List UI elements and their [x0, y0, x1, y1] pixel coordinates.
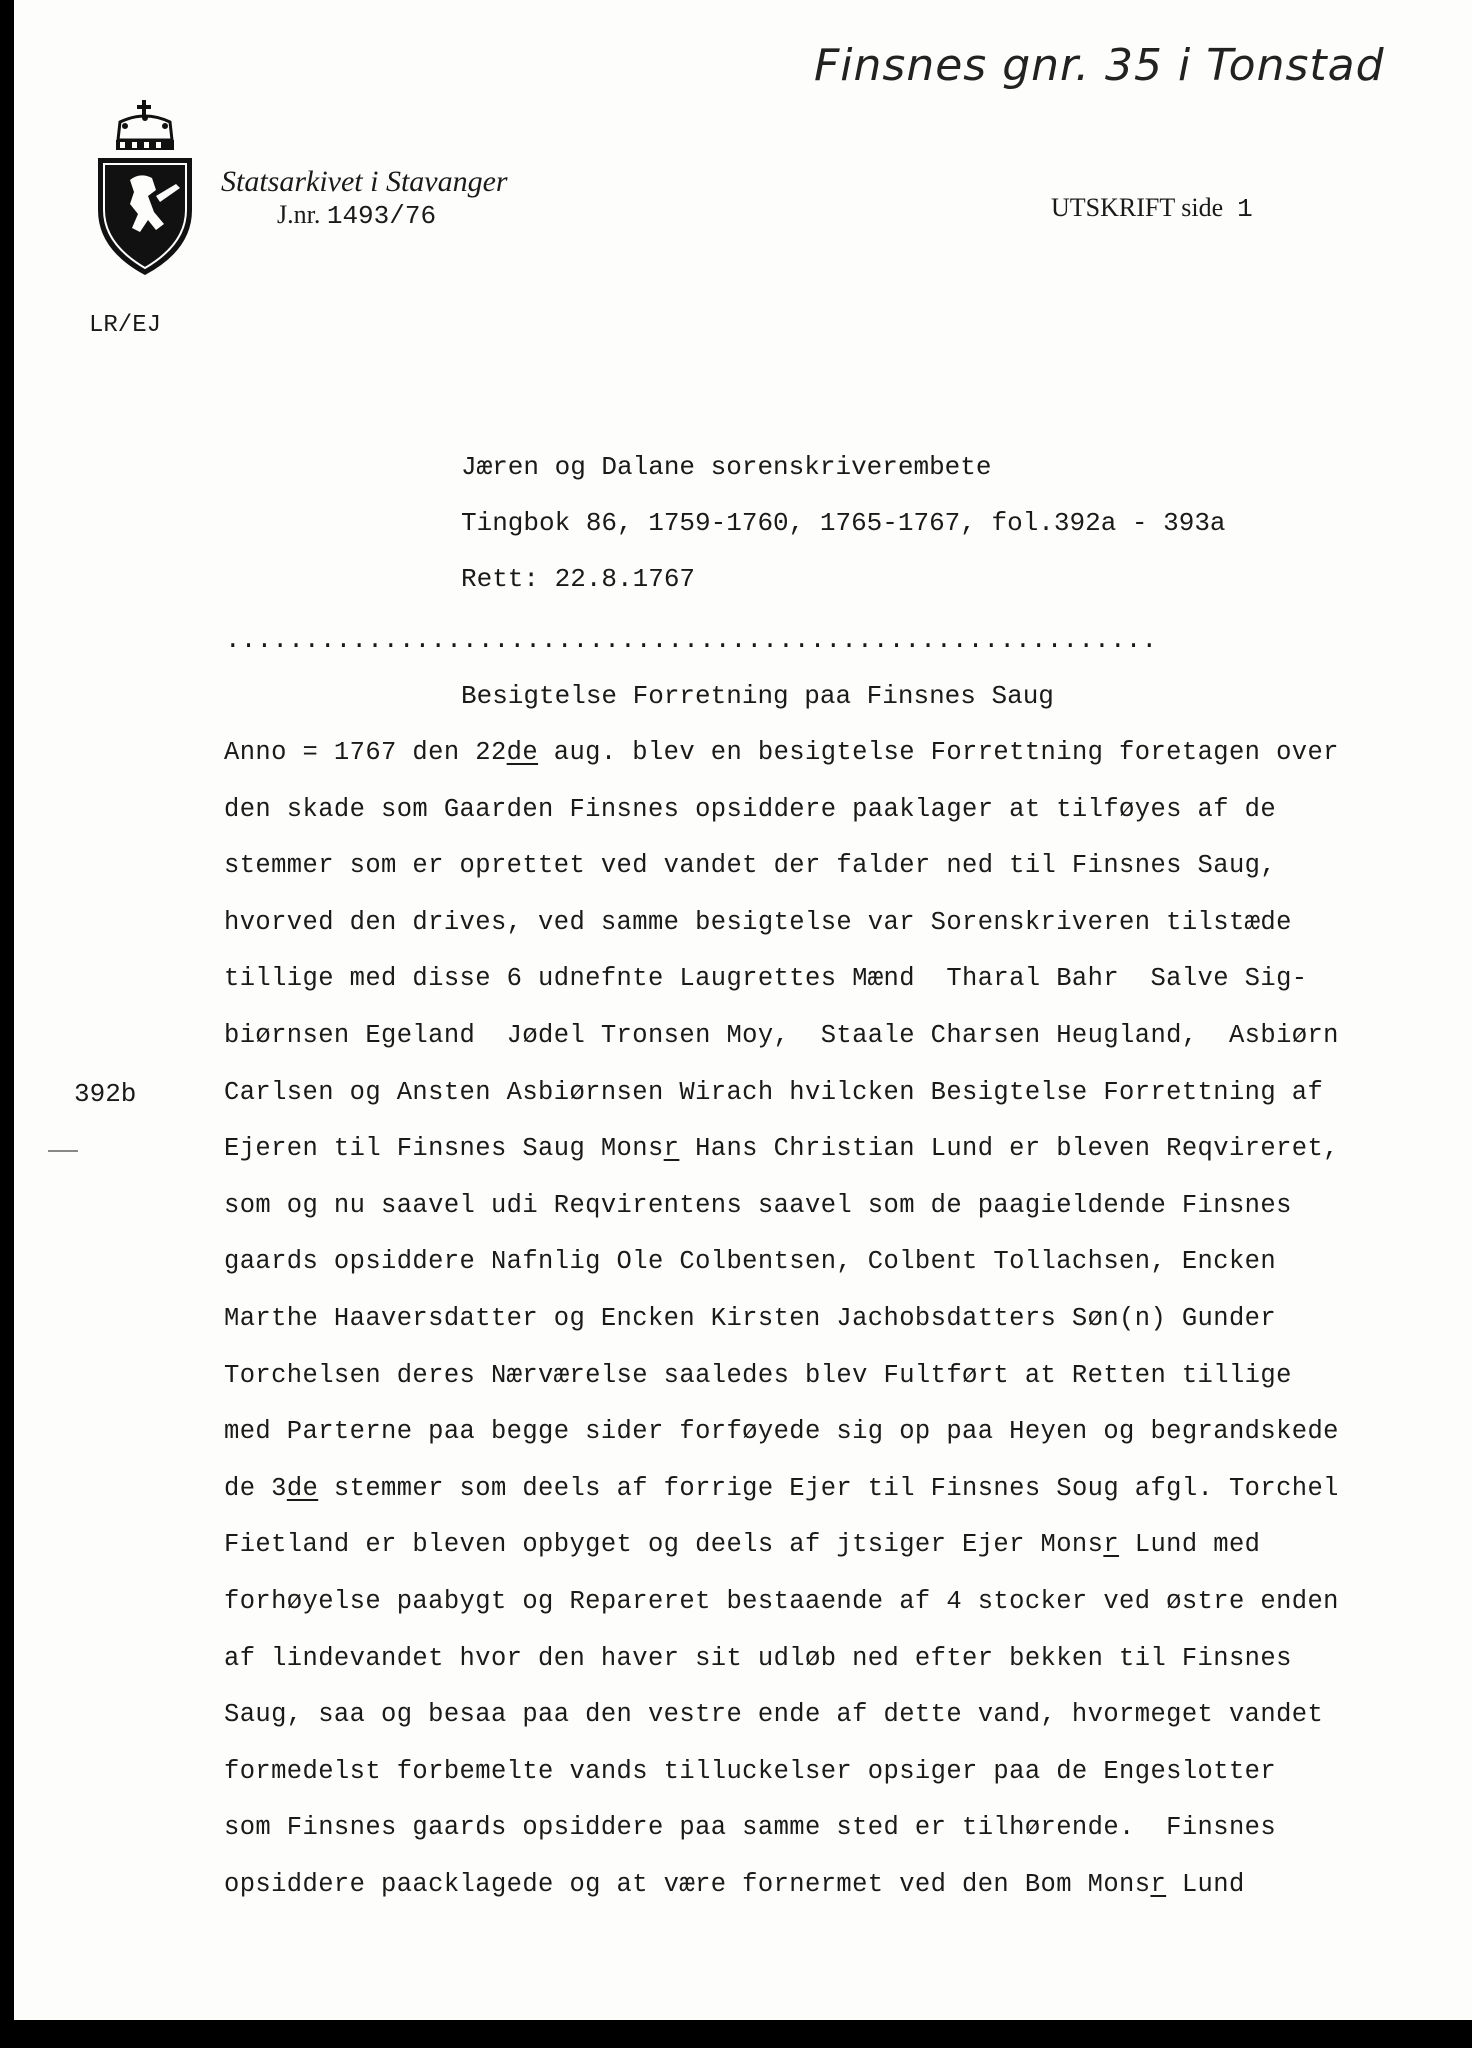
separator-line: ...........................................................	[225, 625, 1158, 655]
court-date: Rett: 22.8.1767	[461, 564, 696, 594]
transcription-line	[224, 908, 1292, 937]
line-text: aug. blev en besigtelse Forrettning foretagen over	[538, 738, 1339, 767]
line-text: tillige med disse 6 udnefnte Laugrettes Mænd Tharal Bahr Salve Sig-	[224, 964, 1308, 994]
line-text: Marthe Haaversdatter og Encken Kirsten Jachobsdatters Søn(n) Gunder	[224, 1304, 1277, 1333]
transcription-line	[224, 1078, 1323, 1107]
transcription-line	[224, 1700, 1323, 1729]
transcription-line	[224, 1134, 1339, 1163]
handwritten-note: Finsnes gnr. 35 i Tonstad	[814, 40, 1385, 91]
transcription-line	[224, 1417, 1339, 1446]
transcription-line	[224, 1304, 1276, 1333]
transcription-line	[224, 851, 1276, 880]
initials: LR/EJ	[89, 312, 162, 339]
transcription-line	[224, 738, 1339, 767]
line-text: gaards opsiddere Nafnlig Ole Colbentsen, Colbent Tollachsen, Encken	[224, 1247, 1277, 1277]
transcription-line	[224, 1247, 1276, 1276]
line-text: den skade som Gaarden Finsnes opsiddere paaklager at tilføyes af de	[224, 794, 1277, 824]
document-title: Besigtelse Forretning paa Finsnes Saug	[461, 681, 1054, 711]
journal-label: J.nr.	[277, 200, 321, 229]
document-sheet	[14, 0, 1472, 2020]
utskrift-label: UTSKRIFT side	[1051, 193, 1224, 222]
line-text: Saug, saa og besaa paa den vestre ende af dette vand, hvormeget vandet	[224, 1700, 1324, 1730]
line-text: som Finsnes gaards opsiddere paa samme sted er tilhørende. Finsnes	[224, 1813, 1277, 1843]
margin-tick	[48, 1150, 78, 1152]
line-text: Anno = 1767 den 22	[224, 738, 507, 767]
line-text: stemmer som deels af forrige Ejer til Finsnes Soug afgl. Torchel	[318, 1473, 1339, 1503]
margin-folio-note: 392b	[74, 1079, 137, 1109]
line-text: Lund	[1166, 1870, 1245, 1899]
transcription-line	[224, 795, 1276, 824]
coat-of-arms-icon	[90, 100, 200, 280]
transcription-line	[224, 1191, 1292, 1220]
transcription-line	[224, 964, 1307, 993]
line-text: de 3	[224, 1473, 287, 1503]
line-text: med Parterne paa begge sider forføyede sig op paa Heyen og begrandskede	[224, 1417, 1339, 1447]
journal-number	[277, 200, 436, 231]
line-text: Ejeren til Finsnes Saug Mons	[224, 1134, 664, 1164]
line-text: opsiddere paacklagede og at være fornermet ved den Bom Mons	[224, 1870, 1151, 1899]
record-reference: Tingbok 86, 1759-1760, 1765-1767, fol.392a - 393a	[461, 508, 1226, 538]
line-text: Torchelsen deres Nærværelse saaledes blev Fultført at Retten tillige	[224, 1360, 1292, 1390]
abbreviation-superscript: de	[506, 738, 539, 767]
line-text: formedelst forbemelte vands tilluckelser opsiger paa de Engeslotter	[224, 1756, 1277, 1786]
transcription-line	[224, 1813, 1276, 1842]
transcription-line	[224, 1361, 1292, 1390]
line-text: forhøyelse paabygt og Repareret bestaaende af 4 stocker ved østre enden	[224, 1587, 1339, 1616]
transcription-line	[224, 1644, 1292, 1673]
page-number: 1	[1237, 194, 1253, 224]
transcription-line	[224, 1757, 1276, 1786]
line-text: stemmer som er oprettet ved vandet der falder ned til Finsnes Saug,	[224, 851, 1277, 881]
line-text: hvorved den drives, ved samme besigtelse var Sorenskriveren tilstæde	[224, 907, 1292, 937]
abbreviation-superscript: r	[663, 1134, 680, 1164]
abbreviation-superscript: de	[286, 1473, 319, 1503]
line-text: Carlsen og Ansten Asbiørnsen Wirach hvilcken Besigtelse Forrettning af	[224, 1077, 1324, 1107]
line-text: Lund med	[1119, 1530, 1261, 1560]
transcription-line	[224, 1021, 1339, 1050]
utskrift-page	[1051, 193, 1253, 224]
line-text: som og nu saavel udi Reqvirentens saavel som de paagieldende Finsnes	[224, 1190, 1292, 1220]
line-text: Hans Christian Lund er bleven Reqvireret,	[679, 1134, 1339, 1164]
line-text: af lindevandet hvor den haver sit udløb ned efter bekken til Finsnes	[224, 1643, 1292, 1673]
abbreviation-superscript: r	[1150, 1870, 1167, 1899]
transcription-line	[224, 1530, 1260, 1559]
journal-value: 1493/76	[326, 201, 437, 231]
transcription-line	[224, 1587, 1339, 1616]
line-text: biørnsen Egeland Jødel Tronsen Moy, Staale Charsen Heugland, Asbiørn	[224, 1021, 1339, 1050]
transcription-line	[224, 1870, 1245, 1899]
line-text: Fietland er bleven opbyget og deels af jtsiger Ejer Mons	[224, 1530, 1104, 1560]
institution-name: Statsarkivet i Stavanger	[221, 165, 508, 198]
court-office: Jæren og Dalane sorenskriverembete	[461, 452, 992, 482]
transcription-line	[224, 1474, 1339, 1503]
abbreviation-superscript: r	[1103, 1530, 1120, 1560]
